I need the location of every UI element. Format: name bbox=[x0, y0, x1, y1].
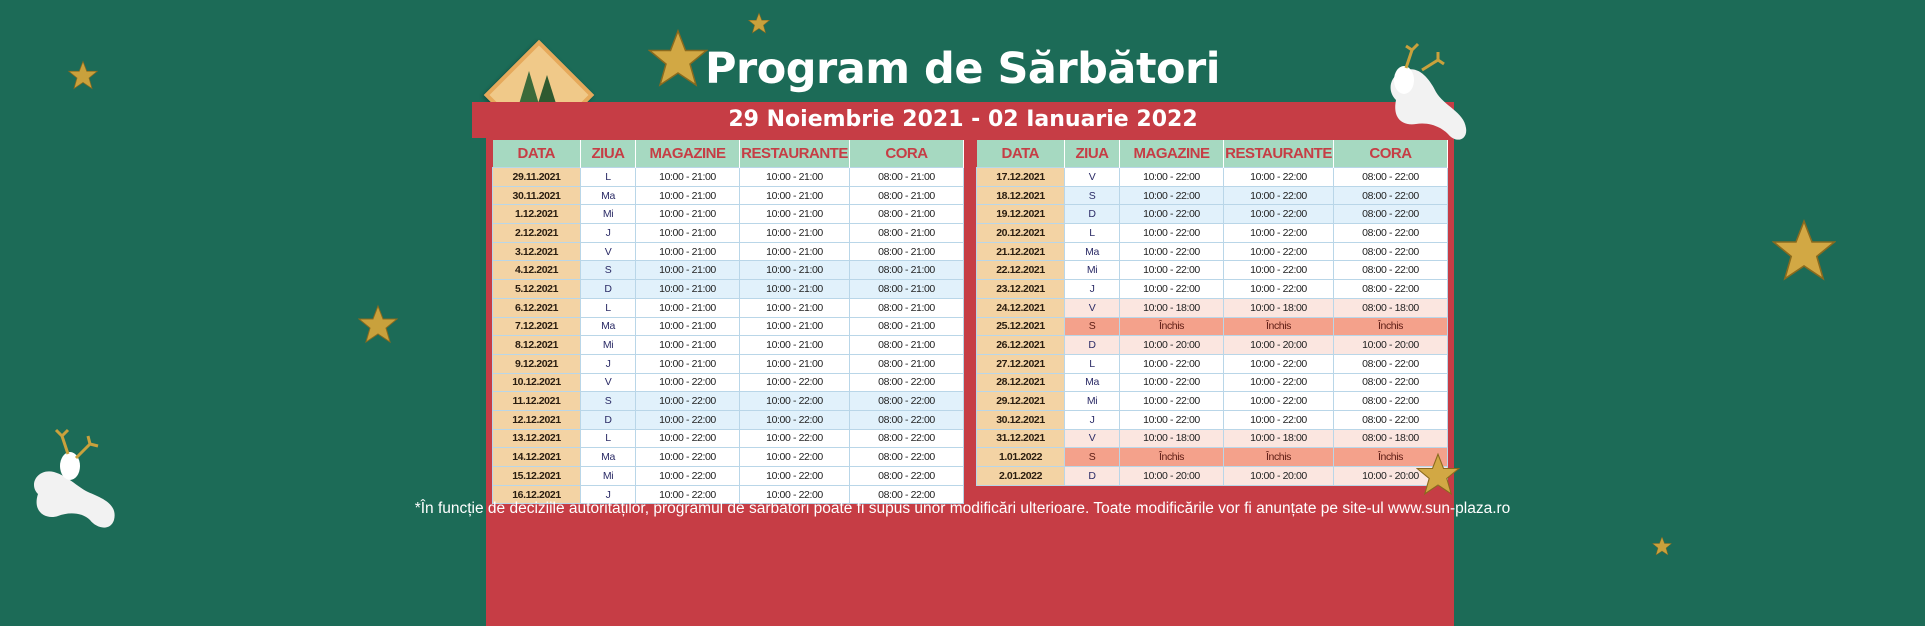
date-cell: 1.12.2021 bbox=[493, 205, 581, 224]
cora-hours-cell: 08:00 - 22:00 bbox=[1334, 186, 1448, 205]
table-row bbox=[977, 317, 1448, 336]
date-cell: 5.12.2021 bbox=[493, 280, 581, 299]
magazine-hours-cell: 10:00 - 21:00 bbox=[636, 224, 740, 243]
day-cell: V bbox=[1065, 168, 1120, 187]
cora-hours-cell: 08:00 - 21:00 bbox=[850, 261, 964, 280]
cora-hours-cell: 08:00 - 22:00 bbox=[1334, 261, 1448, 280]
restaurant-hours-cell: 10:00 - 22:00 bbox=[1224, 242, 1334, 261]
day-cell: Ma bbox=[1065, 242, 1120, 261]
date-range-banner: 29 Noiembrie 2021 - 02 Ianuarie 2022 bbox=[472, 102, 1454, 138]
restaurant-hours-cell: 10:00 - 22:00 bbox=[1224, 168, 1334, 187]
magazine-hours-cell: 10:00 - 21:00 bbox=[636, 205, 740, 224]
cora-hours-cell: 08:00 - 22:00 bbox=[1334, 410, 1448, 429]
day-cell: J bbox=[581, 224, 636, 243]
magazine-hours-cell: 10:00 - 22:00 bbox=[1120, 242, 1224, 261]
cora-hours-cell: 08:00 - 22:00 bbox=[850, 392, 964, 411]
date-cell: 1.01.2022 bbox=[977, 448, 1065, 467]
magazine-hours-cell: 10:00 - 22:00 bbox=[1120, 186, 1224, 205]
day-cell: Ma bbox=[581, 317, 636, 336]
day-cell: S bbox=[1065, 317, 1120, 336]
date-cell: 2.12.2021 bbox=[493, 224, 581, 243]
magazine-hours-cell: 10:00 - 22:00 bbox=[1120, 205, 1224, 224]
table-row bbox=[493, 467, 964, 486]
magazine-hours-cell: 10:00 - 22:00 bbox=[636, 373, 740, 392]
cora-hours-cell: 08:00 - 22:00 bbox=[1334, 168, 1448, 187]
day-cell: L bbox=[1065, 354, 1120, 373]
table-row bbox=[493, 242, 964, 261]
magazine-hours-cell: Închis bbox=[1120, 317, 1224, 336]
col-header-magazine: MAGAZINE bbox=[636, 140, 740, 168]
date-cell: 10.12.2021 bbox=[493, 373, 581, 392]
magazine-hours-cell: 10:00 - 22:00 bbox=[636, 448, 740, 467]
cora-hours-cell: 08:00 - 21:00 bbox=[850, 186, 964, 205]
table-row bbox=[493, 261, 964, 280]
magazine-hours-cell: 10:00 - 21:00 bbox=[636, 168, 740, 187]
date-cell: 19.12.2021 bbox=[977, 205, 1065, 224]
cora-hours-cell: 08:00 - 21:00 bbox=[850, 168, 964, 187]
restaurant-hours-cell: 10:00 - 22:00 bbox=[740, 373, 850, 392]
magazine-hours-cell: 10:00 - 22:00 bbox=[636, 410, 740, 429]
day-cell: Mi bbox=[1065, 261, 1120, 280]
magazine-hours-cell: 10:00 - 21:00 bbox=[636, 317, 740, 336]
day-cell: J bbox=[1065, 280, 1120, 299]
table-row bbox=[977, 336, 1448, 355]
date-cell: 9.12.2021 bbox=[493, 354, 581, 373]
day-cell: D bbox=[581, 280, 636, 299]
footnote: *În funcție de deciziile autorităților, programul de sărbători poate fi supus unor modificări ulterioare. Toate modificările vor fi anunțate pe site-ul www.sun-plaza.ro bbox=[414, 500, 1511, 517]
table-row bbox=[977, 410, 1448, 429]
table-row bbox=[977, 224, 1448, 243]
day-cell: S bbox=[1065, 186, 1120, 205]
date-cell: 18.12.2021 bbox=[977, 186, 1065, 205]
restaurant-hours-cell: 10:00 - 18:00 bbox=[1224, 298, 1334, 317]
restaurant-hours-cell: 10:00 - 21:00 bbox=[740, 224, 850, 243]
restaurant-hours-cell: 10:00 - 22:00 bbox=[740, 410, 850, 429]
day-cell: J bbox=[1065, 410, 1120, 429]
date-cell: 13.12.2021 bbox=[493, 429, 581, 448]
magazine-hours-cell: 10:00 - 18:00 bbox=[1120, 429, 1224, 448]
restaurant-hours-cell: 10:00 - 22:00 bbox=[1224, 224, 1334, 243]
day-cell: J bbox=[581, 354, 636, 373]
table-header-row bbox=[493, 140, 964, 168]
reindeer-ornament-icon bbox=[1366, 40, 1474, 158]
cora-hours-cell: 08:00 - 22:00 bbox=[850, 467, 964, 486]
date-cell: 11.12.2021 bbox=[493, 392, 581, 411]
date-cell: 15.12.2021 bbox=[493, 467, 581, 486]
day-cell: D bbox=[1065, 205, 1120, 224]
date-cell: 27.12.2021 bbox=[977, 354, 1065, 373]
cora-hours-cell: 08:00 - 18:00 bbox=[1334, 429, 1448, 448]
schedule-table-left bbox=[492, 140, 964, 504]
cora-hours-cell: 08:00 - 21:00 bbox=[850, 280, 964, 299]
col-header-data: DATA bbox=[493, 140, 581, 168]
restaurant-hours-cell: Închis bbox=[1224, 317, 1334, 336]
day-cell: Mi bbox=[1065, 392, 1120, 411]
cora-hours-cell: 08:00 - 21:00 bbox=[850, 354, 964, 373]
date-cell: 14.12.2021 bbox=[493, 448, 581, 467]
day-cell: L bbox=[581, 298, 636, 317]
date-cell: 4.12.2021 bbox=[493, 261, 581, 280]
star-ornament-icon bbox=[1772, 218, 1836, 282]
restaurant-hours-cell: 10:00 - 21:00 bbox=[740, 354, 850, 373]
date-cell: 30.12.2021 bbox=[977, 410, 1065, 429]
table-row bbox=[493, 224, 964, 243]
magazine-hours-cell: 10:00 - 21:00 bbox=[636, 261, 740, 280]
restaurant-hours-cell: 10:00 - 21:00 bbox=[740, 261, 850, 280]
cora-hours-cell: 08:00 - 22:00 bbox=[850, 373, 964, 392]
cora-hours-cell: 08:00 - 22:00 bbox=[850, 429, 964, 448]
table-row bbox=[977, 298, 1448, 317]
star-ornament-icon bbox=[1416, 452, 1460, 496]
col-header-restaurante: RESTAURANTE bbox=[740, 140, 850, 168]
table-row bbox=[493, 336, 964, 355]
day-cell: J bbox=[581, 485, 636, 504]
table-row bbox=[977, 354, 1448, 373]
date-cell: 3.12.2021 bbox=[493, 242, 581, 261]
date-cell: 21.12.2021 bbox=[977, 242, 1065, 261]
table-row bbox=[493, 186, 964, 205]
date-cell: 29.12.2021 bbox=[977, 392, 1065, 411]
schedule-panel-left bbox=[486, 136, 970, 626]
date-cell: 20.12.2021 bbox=[977, 224, 1065, 243]
reindeer-ornament-icon bbox=[18, 424, 126, 542]
restaurant-hours-cell: 10:00 - 22:00 bbox=[1224, 373, 1334, 392]
restaurant-hours-cell: 10:00 - 22:00 bbox=[740, 429, 850, 448]
cora-hours-cell: 08:00 - 22:00 bbox=[850, 485, 964, 504]
cora-hours-cell: 08:00 - 22:00 bbox=[1334, 224, 1448, 243]
restaurant-hours-cell: 10:00 - 21:00 bbox=[740, 280, 850, 299]
magazine-hours-cell: 10:00 - 22:00 bbox=[636, 485, 740, 504]
col-header-ziua: ZIUA bbox=[1065, 140, 1120, 168]
day-cell: L bbox=[1065, 224, 1120, 243]
day-cell: Mi bbox=[581, 336, 636, 355]
date-cell: 23.12.2021 bbox=[977, 280, 1065, 299]
table-row bbox=[493, 205, 964, 224]
day-cell: D bbox=[1065, 336, 1120, 355]
day-cell: Ma bbox=[1065, 373, 1120, 392]
cora-hours-cell: 08:00 - 18:00 bbox=[1334, 298, 1448, 317]
cora-hours-cell: 08:00 - 21:00 bbox=[850, 317, 964, 336]
date-cell: 2.01.2022 bbox=[977, 467, 1065, 486]
day-cell: Ma bbox=[581, 186, 636, 205]
cora-hours-cell: 08:00 - 22:00 bbox=[1334, 354, 1448, 373]
magazine-hours-cell: 10:00 - 18:00 bbox=[1120, 298, 1224, 317]
restaurant-hours-cell: 10:00 - 21:00 bbox=[740, 186, 850, 205]
day-cell: V bbox=[581, 373, 636, 392]
cora-hours-cell: 10:00 - 20:00 bbox=[1334, 336, 1448, 355]
magazine-hours-cell: 10:00 - 22:00 bbox=[1120, 168, 1224, 187]
date-cell: 22.12.2021 bbox=[977, 261, 1065, 280]
col-header-cora: CORA bbox=[850, 140, 964, 168]
magazine-hours-cell: 10:00 - 21:00 bbox=[636, 186, 740, 205]
col-header-magazine: MAGAZINE bbox=[1120, 140, 1224, 168]
table-row bbox=[493, 280, 964, 299]
cora-hours-cell: 08:00 - 21:00 bbox=[850, 205, 964, 224]
cora-hours-cell: 08:00 - 22:00 bbox=[850, 410, 964, 429]
table-row bbox=[493, 317, 964, 336]
restaurant-hours-cell: 10:00 - 22:00 bbox=[740, 392, 850, 411]
table-row bbox=[493, 410, 964, 429]
magazine-hours-cell: 10:00 - 22:00 bbox=[1120, 280, 1224, 299]
restaurant-hours-cell: 10:00 - 21:00 bbox=[740, 336, 850, 355]
magazine-hours-cell: 10:00 - 22:00 bbox=[1120, 224, 1224, 243]
magazine-hours-cell: 10:00 - 22:00 bbox=[1120, 392, 1224, 411]
star-ornament-icon bbox=[358, 304, 398, 344]
cora-hours-cell: 08:00 - 21:00 bbox=[850, 298, 964, 317]
date-cell: 31.12.2021 bbox=[977, 429, 1065, 448]
date-cell: 8.12.2021 bbox=[493, 336, 581, 355]
table-row bbox=[977, 448, 1448, 467]
col-header-ziua: ZIUA bbox=[581, 140, 636, 168]
day-cell: Mi bbox=[581, 467, 636, 486]
restaurant-hours-cell: 10:00 - 22:00 bbox=[1224, 280, 1334, 299]
restaurant-hours-cell: 10:00 - 22:00 bbox=[1224, 392, 1334, 411]
table-row bbox=[493, 429, 964, 448]
star-ornament-icon bbox=[1652, 536, 1672, 556]
table-row bbox=[493, 298, 964, 317]
table-row bbox=[977, 280, 1448, 299]
restaurant-hours-cell: 10:00 - 20:00 bbox=[1224, 467, 1334, 486]
cora-hours-cell: 08:00 - 22:00 bbox=[850, 448, 964, 467]
day-cell: V bbox=[1065, 298, 1120, 317]
cora-hours-cell: 08:00 - 22:00 bbox=[1334, 392, 1448, 411]
table-row bbox=[977, 261, 1448, 280]
magazine-hours-cell: 10:00 - 22:00 bbox=[1120, 373, 1224, 392]
date-cell: 25.12.2021 bbox=[977, 317, 1065, 336]
magazine-hours-cell: 10:00 - 21:00 bbox=[636, 336, 740, 355]
table-row bbox=[977, 467, 1448, 486]
cora-hours-cell: 08:00 - 22:00 bbox=[1334, 373, 1448, 392]
col-header-data: DATA bbox=[977, 140, 1065, 168]
restaurant-hours-cell: 10:00 - 21:00 bbox=[740, 205, 850, 224]
restaurant-hours-cell: 10:00 - 22:00 bbox=[1224, 205, 1334, 224]
day-cell: L bbox=[581, 168, 636, 187]
day-cell: D bbox=[581, 410, 636, 429]
magazine-hours-cell: 10:00 - 22:00 bbox=[1120, 354, 1224, 373]
magazine-hours-cell: 10:00 - 22:00 bbox=[1120, 261, 1224, 280]
table-row bbox=[493, 168, 964, 187]
magazine-hours-cell: 10:00 - 22:00 bbox=[1120, 410, 1224, 429]
magazine-hours-cell: 10:00 - 21:00 bbox=[636, 280, 740, 299]
cora-hours-cell: 08:00 - 22:00 bbox=[1334, 280, 1448, 299]
date-cell: 16.12.2021 bbox=[493, 485, 581, 504]
table-row bbox=[977, 429, 1448, 448]
restaurant-hours-cell: 10:00 - 21:00 bbox=[740, 168, 850, 187]
day-cell: S bbox=[581, 261, 636, 280]
col-header-cora: CORA bbox=[1334, 140, 1448, 168]
restaurant-hours-cell: 10:00 - 22:00 bbox=[740, 485, 850, 504]
date-cell: 29.11.2021 bbox=[493, 168, 581, 187]
table-row bbox=[493, 392, 964, 411]
date-cell: 6.12.2021 bbox=[493, 298, 581, 317]
restaurant-hours-cell: Închis bbox=[1224, 448, 1334, 467]
magazine-hours-cell: 10:00 - 21:00 bbox=[636, 242, 740, 261]
table-row bbox=[493, 448, 964, 467]
magazine-hours-cell: 10:00 - 20:00 bbox=[1120, 467, 1224, 486]
date-cell: 26.12.2021 bbox=[977, 336, 1065, 355]
day-cell: V bbox=[1065, 429, 1120, 448]
restaurant-hours-cell: 10:00 - 21:00 bbox=[740, 317, 850, 336]
table-row bbox=[977, 168, 1448, 187]
restaurant-hours-cell: 10:00 - 22:00 bbox=[1224, 354, 1334, 373]
cora-hours-cell: 08:00 - 21:00 bbox=[850, 336, 964, 355]
table-row bbox=[977, 205, 1448, 224]
table-row bbox=[977, 373, 1448, 392]
day-cell: L bbox=[581, 429, 636, 448]
restaurant-hours-cell: 10:00 - 22:00 bbox=[740, 448, 850, 467]
page-title: Program de Sărbători bbox=[705, 44, 1220, 94]
magazine-hours-cell: Închis bbox=[1120, 448, 1224, 467]
col-header-restaurante: RESTAURANTE bbox=[1224, 140, 1334, 168]
restaurant-hours-cell: 10:00 - 21:00 bbox=[740, 298, 850, 317]
magazine-hours-cell: 10:00 - 21:00 bbox=[636, 298, 740, 317]
day-cell: D bbox=[1065, 467, 1120, 486]
day-cell: Mi bbox=[581, 205, 636, 224]
date-cell: 28.12.2021 bbox=[977, 373, 1065, 392]
table-row bbox=[493, 373, 964, 392]
date-cell: 17.12.2021 bbox=[977, 168, 1065, 187]
schedule-table-right bbox=[976, 140, 1448, 486]
table-row bbox=[977, 242, 1448, 261]
restaurant-hours-cell: 10:00 - 21:00 bbox=[740, 242, 850, 261]
date-cell: 30.11.2021 bbox=[493, 186, 581, 205]
star-ornament-icon bbox=[68, 60, 98, 90]
table-row bbox=[977, 392, 1448, 411]
star-ornament-icon bbox=[648, 28, 708, 88]
day-cell: V bbox=[581, 242, 636, 261]
day-cell: Ma bbox=[581, 448, 636, 467]
restaurant-hours-cell: 10:00 - 22:00 bbox=[1224, 261, 1334, 280]
cora-hours-cell: 10:00 - 20:00 bbox=[1334, 467, 1448, 486]
restaurant-hours-cell: 10:00 - 22:00 bbox=[1224, 186, 1334, 205]
cora-hours-cell: 08:00 - 21:00 bbox=[850, 224, 964, 243]
cora-hours-cell: Închis bbox=[1334, 448, 1448, 467]
table-row bbox=[493, 354, 964, 373]
table-row bbox=[977, 186, 1448, 205]
date-cell: 7.12.2021 bbox=[493, 317, 581, 336]
cora-hours-cell: Închis bbox=[1334, 317, 1448, 336]
date-cell: 12.12.2021 bbox=[493, 410, 581, 429]
restaurant-hours-cell: 10:00 - 22:00 bbox=[1224, 410, 1334, 429]
magazine-hours-cell: 10:00 - 20:00 bbox=[1120, 336, 1224, 355]
cora-hours-cell: 08:00 - 22:00 bbox=[1334, 205, 1448, 224]
magazine-hours-cell: 10:00 - 21:00 bbox=[636, 354, 740, 373]
date-cell: 24.12.2021 bbox=[977, 298, 1065, 317]
day-cell: S bbox=[1065, 448, 1120, 467]
restaurant-hours-cell: 10:00 - 20:00 bbox=[1224, 336, 1334, 355]
day-cell: S bbox=[581, 392, 636, 411]
magazine-hours-cell: 10:00 - 22:00 bbox=[636, 429, 740, 448]
star-ornament-icon bbox=[748, 12, 770, 34]
magazine-hours-cell: 10:00 - 22:00 bbox=[636, 467, 740, 486]
cora-hours-cell: 08:00 - 22:00 bbox=[1334, 242, 1448, 261]
schedule-panel-right bbox=[970, 136, 1454, 626]
restaurant-hours-cell: 10:00 - 18:00 bbox=[1224, 429, 1334, 448]
magazine-hours-cell: 10:00 - 22:00 bbox=[636, 392, 740, 411]
cora-hours-cell: 08:00 - 21:00 bbox=[850, 242, 964, 261]
restaurant-hours-cell: 10:00 - 22:00 bbox=[740, 467, 850, 486]
